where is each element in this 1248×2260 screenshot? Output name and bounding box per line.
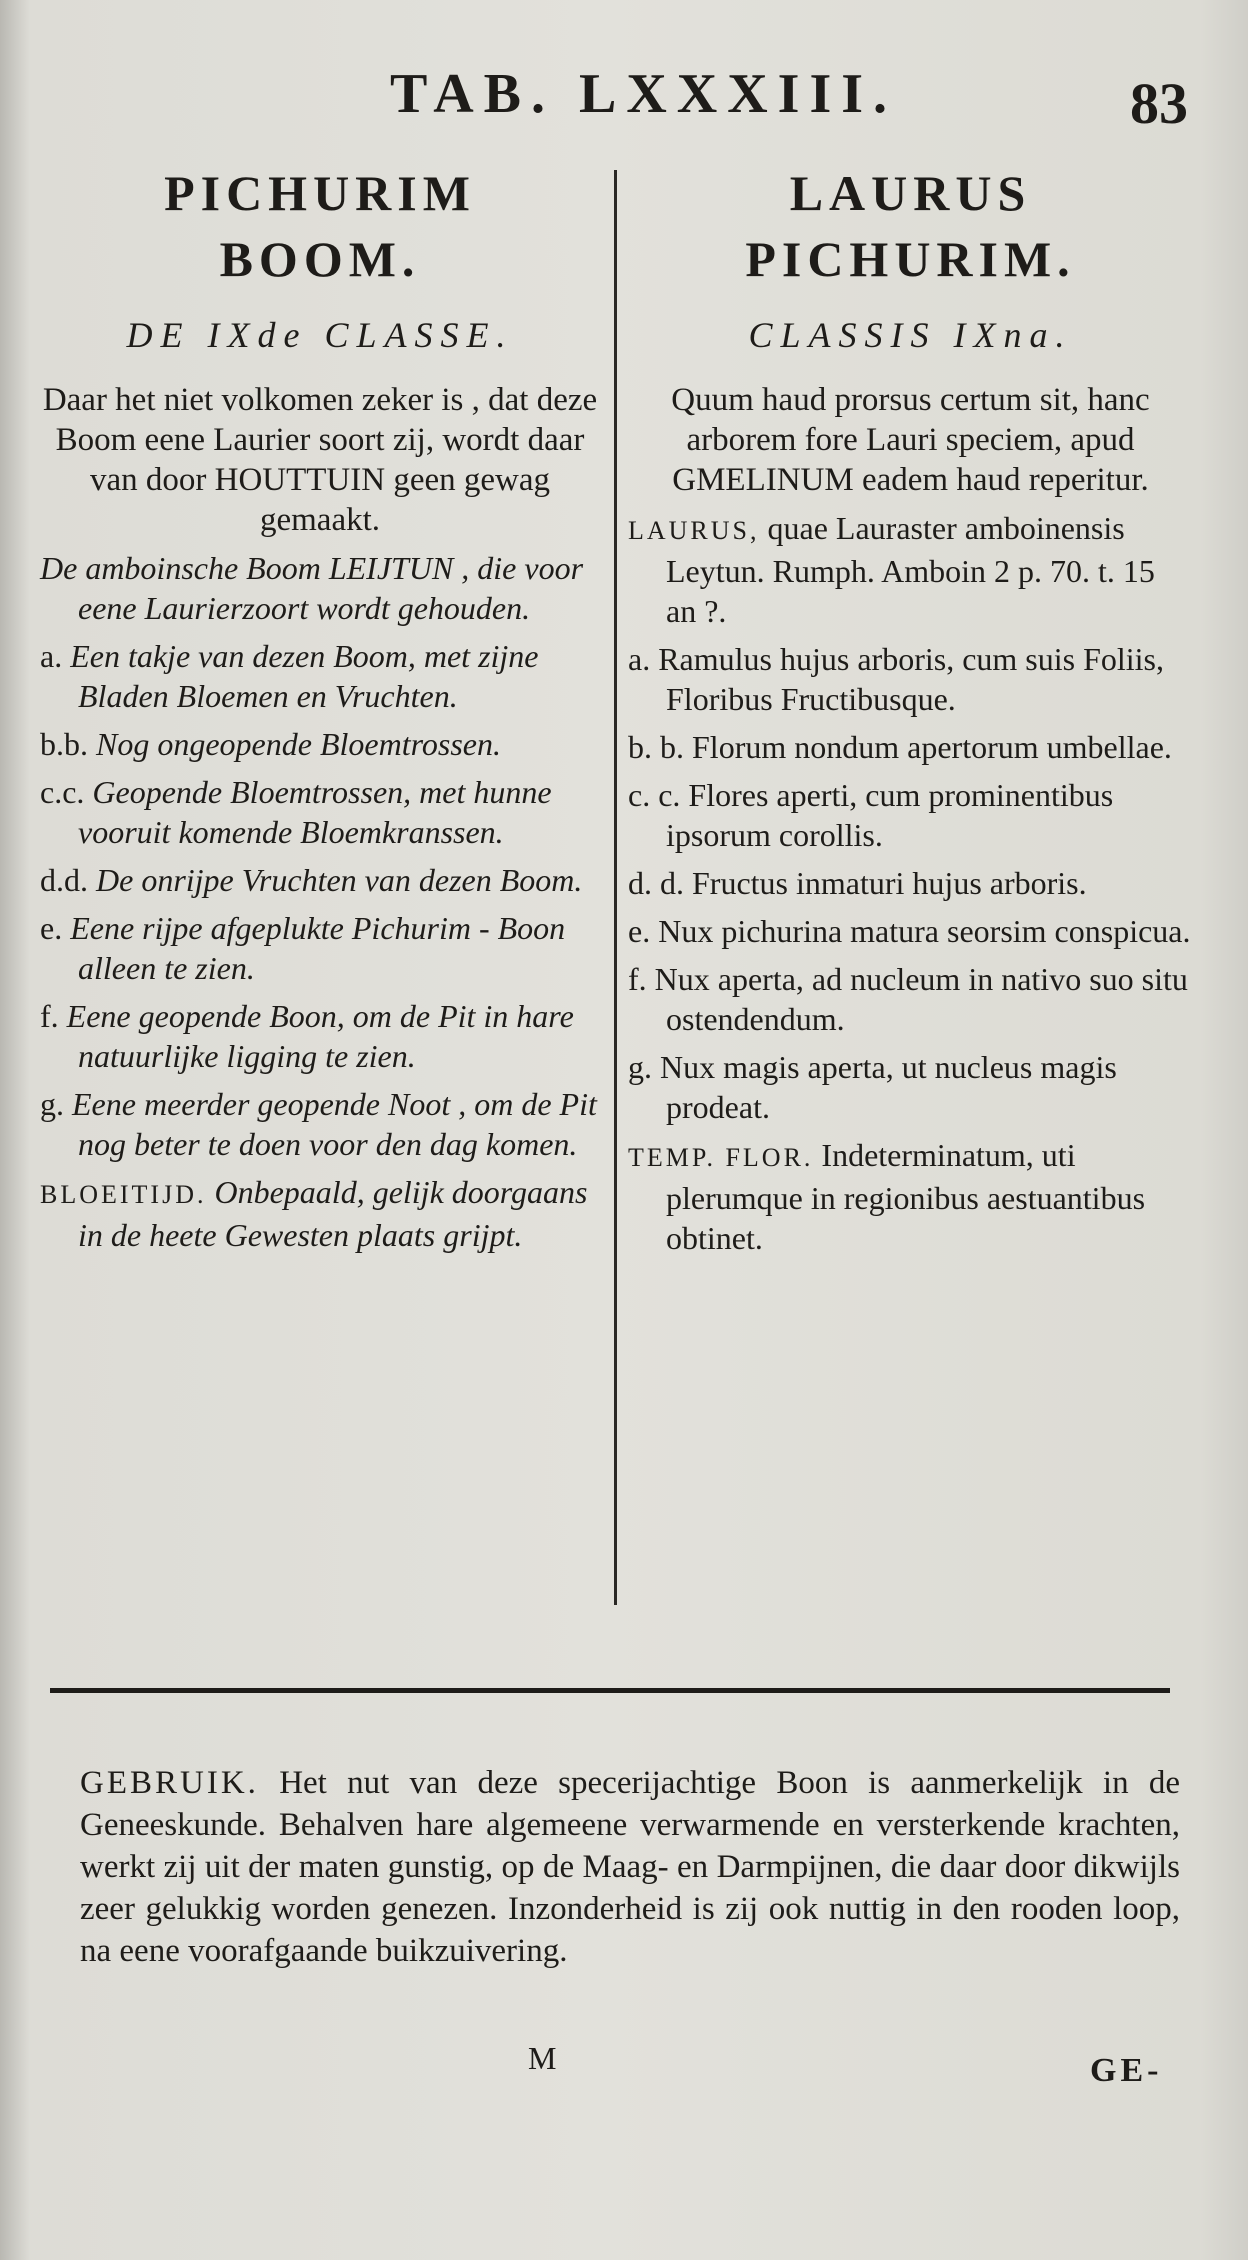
latin-class: CLASSIS IXna.: [748, 315, 1073, 355]
right-entry-label: e.: [628, 913, 651, 949]
left-entry-text: Eene geopende Boon, om de Pit in hare natuurlijke ligging te zien.: [66, 998, 574, 1074]
right-entry-text: Indeterminatum, uti plerumque in regionibus aestuantibus obtinet.: [666, 1137, 1146, 1256]
plate-title: TAB. LXXXIII.: [390, 63, 898, 125]
left-entry-label: a.: [40, 638, 63, 674]
right-entry: [628, 775, 1193, 855]
right-entry: [628, 959, 1193, 1039]
signature-mark: M: [528, 2040, 557, 2076]
left-entry-label: d.d.: [40, 862, 88, 898]
left-entry-text: Eene rijpe afgeplukte Pichurim - Boon alleen te zien.: [70, 910, 566, 986]
left-entry-text: Geopende Bloemtrossen, met hunne vooruit komende Bloemkranssen.: [78, 774, 552, 850]
left-entry-label: BLOEITIJD.: [40, 1180, 207, 1209]
right-entry-text: Nux pichurina matura seorsim conspicua.: [658, 913, 1191, 949]
right-entry-text: Nux magis aperta, ut nucleus magis prodeat.: [660, 1049, 1117, 1125]
usage-paragraph: [80, 1762, 1180, 1972]
right-entry: [628, 508, 1193, 631]
horizontal-rule: [50, 1688, 1170, 1693]
latin-intro: Quum haud prorsus certum sit, hanc arborem fore Lauri speciem, apud GMELINUM eadem haud reperitur.: [671, 382, 1150, 498]
right-entry-text: Flores aperti, cum prominentibus ipsorum corollis.: [666, 777, 1114, 853]
dutch-class: DE IXde CLASSE.: [126, 315, 514, 355]
right-entry: [628, 639, 1193, 719]
right-entry: [628, 911, 1193, 951]
right-entry: [628, 1135, 1193, 1258]
left-entry: [40, 996, 600, 1076]
right-entry-label: a.: [628, 641, 651, 677]
dutch-column: [40, 160, 600, 1255]
left-entry-text: Nog ongeopende Bloemtrossen.: [96, 726, 501, 762]
right-entry-label: f.: [628, 961, 647, 997]
right-entry-text: Ramulus hujus arboris, cum suis Foliis, Floribus Fructibusque.: [658, 641, 1164, 717]
latin-title-line1: LAURUS: [789, 165, 1032, 221]
right-entry-label: LAURUS,: [628, 516, 760, 545]
left-entry-label: g.: [40, 1086, 64, 1122]
right-entry-text: quae Lauraster amboinensis Leytun. Rumph. Amboin 2 p. 70. t. 15 an ?.: [666, 510, 1155, 629]
left-entry: [40, 636, 600, 716]
left-entry-text: De amboinsche Boom LEIJTUN , die voor eene Laurierzoort wordt gehouden.: [40, 550, 584, 626]
left-entry-text: Onbepaald, gelijk doorgaans in de heete Gewesten plaats grijpt.: [78, 1174, 588, 1253]
left-entry: [40, 1172, 600, 1255]
left-entry-text: Eene meerder geopende Noot , om de Pit nog beter te doen voor den dag komen.: [72, 1086, 597, 1162]
right-entry-text: Nux aperta, ad nucleum in nativo suo situ ostendendum.: [654, 961, 1188, 1037]
column-divider: [614, 170, 617, 1605]
catchword: GE-: [1090, 2052, 1163, 2089]
page-number: 83: [1130, 71, 1188, 136]
dutch-entries: [40, 548, 600, 1255]
latin-column: [628, 160, 1193, 1258]
usage-label: GEBRUIK.: [80, 1765, 259, 1801]
left-entry-label: f.: [40, 998, 59, 1034]
right-entry-label: TEMP. FLOR.: [628, 1143, 814, 1172]
left-entry: [40, 860, 600, 900]
left-entry-label: c.c.: [40, 774, 85, 810]
left-entry: [40, 1084, 600, 1164]
right-entry-label: c. c.: [628, 777, 681, 813]
right-entry-label: d. d.: [628, 865, 684, 901]
right-entry-text: Fructus inmaturi hujus arboris.: [692, 865, 1087, 901]
left-entry-label: e.: [40, 910, 63, 946]
dutch-title-line2: BOOM.: [219, 231, 421, 287]
dutch-title-line1: PICHURIM: [164, 165, 476, 221]
left-entry: [40, 772, 600, 852]
usage-text: Het nut van deze specerijachtige Boon is aanmerkelijk in de Geneeskunde. Behalven hare algemeene verwarmende en versterkende krachten, werkt zij uit der maten gunstig, op de Maag- en Darmpijnen, die daar door dikwijls zeer gelukkig worden genezen. Inzonderheid is zij ook nuttig in den rooden loop, na eene voorafgaande buikzuivering.: [80, 1765, 1181, 1969]
left-entry: [40, 724, 600, 764]
left-entry-text: Een takje van dezen Boom, met zijne Bladen Bloemen en Vruchten.: [70, 638, 539, 714]
left-entry-label: b.b.: [40, 726, 88, 762]
right-entry: [628, 1047, 1193, 1127]
left-entry-text: De onrijpe Vruchten van dezen Boom.: [96, 862, 583, 898]
right-entry: [628, 863, 1193, 903]
right-entry-label: b. b.: [628, 729, 684, 765]
latin-title-line2: PICHURIM.: [745, 231, 1076, 287]
dutch-intro: Daar het niet volkomen zeker is , dat deze Boom eene Laurier soort zij, wordt daar van door HOUTTUIN geen gewag gemaakt.: [42, 382, 598, 538]
right-entry: [628, 727, 1193, 767]
right-entry-label: g.: [628, 1049, 652, 1085]
right-entry-text: Florum nondum apertorum umbellae.: [692, 729, 1172, 765]
left-entry: [40, 548, 600, 628]
left-entry: [40, 908, 600, 988]
latin-entries: [628, 508, 1193, 1258]
